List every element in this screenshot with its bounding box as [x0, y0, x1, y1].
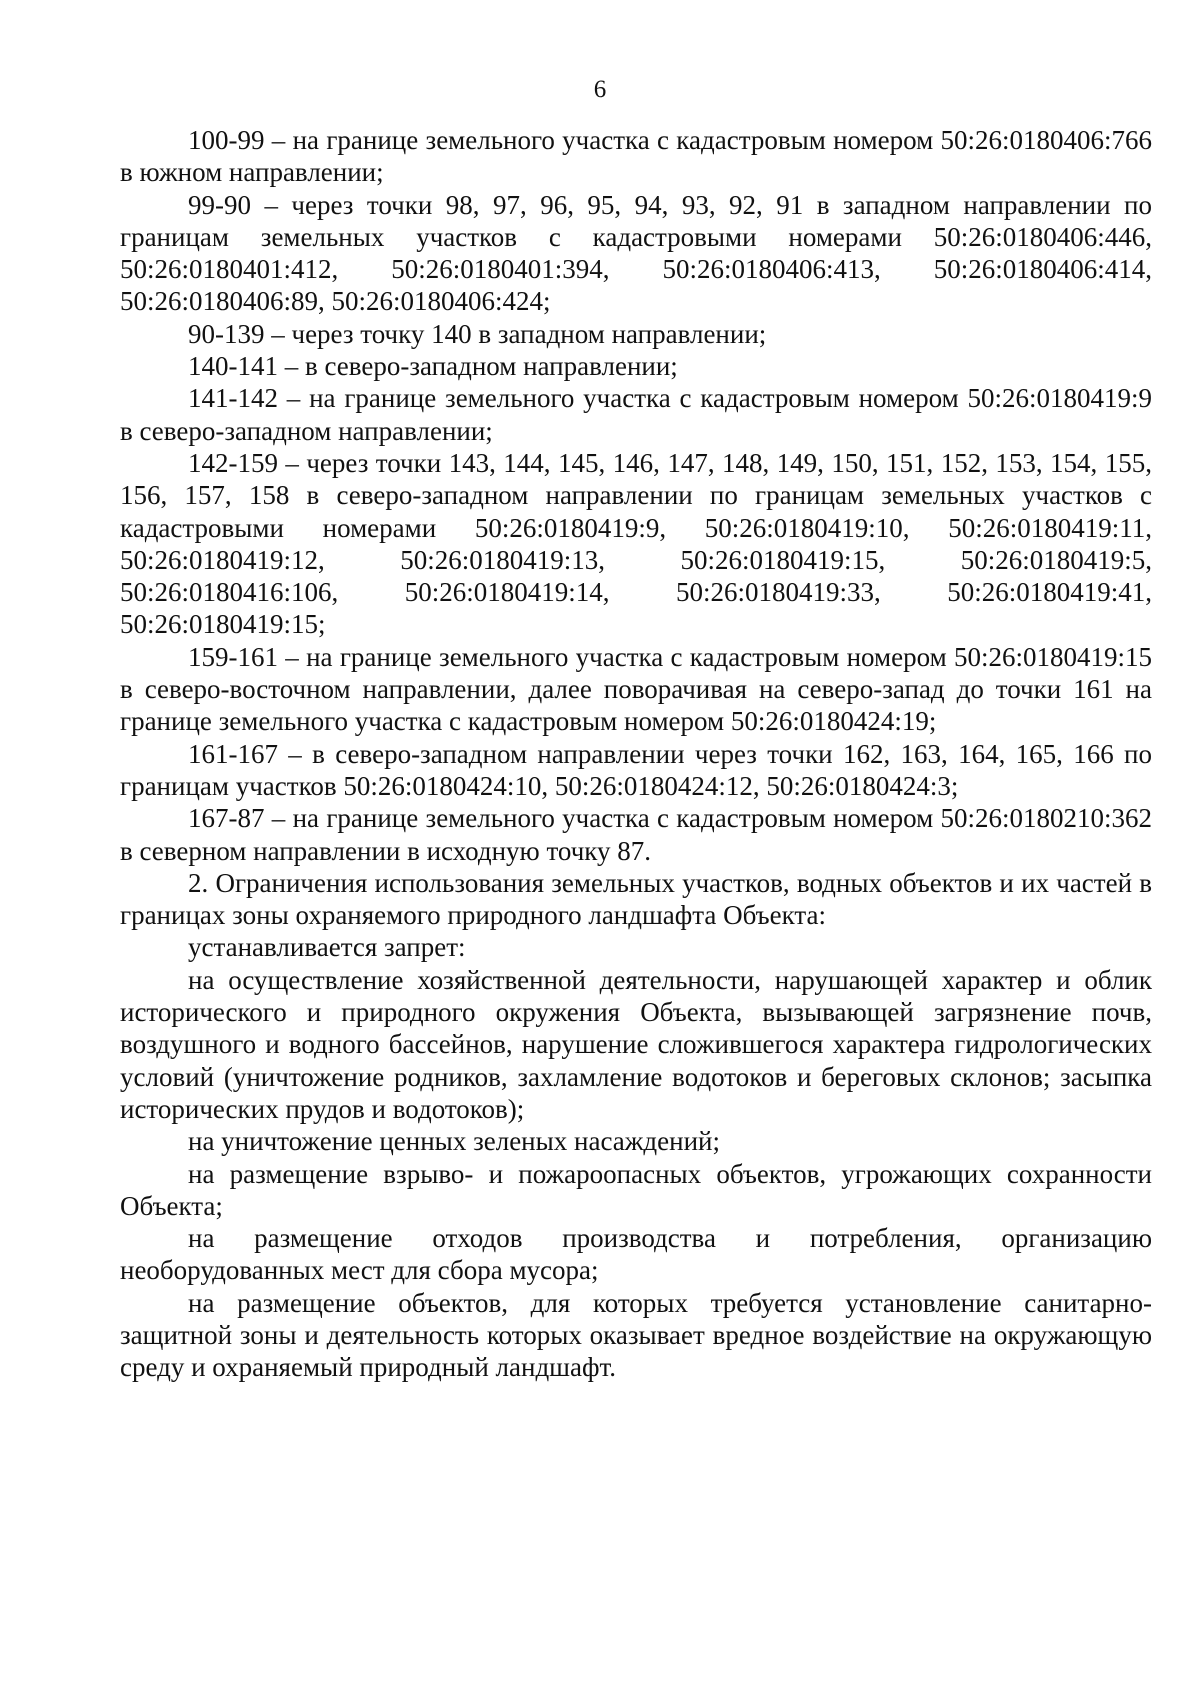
page-number: 6	[593, 76, 607, 103]
prohibition-green-spaces: на уничтожение ценных зеленых насаждений;	[188, 1126, 720, 1157]
section-2-heading: 2. Ограничения использования земельных участков, водных объектов и их частей в границах зоны охраняемого природного ландшафта Объекта:	[120, 867, 1152, 931]
prohibition-hazardous-objects: на размещение взрыво- и пожароопасных объектов, угрожающих сохранности Объекта;	[120, 1158, 1152, 1221]
boundary-167-87: 167-87 – на границе земельного участка с кадастровым номером 50:26:0180210:362 в северном направлении в исходную точку 87.	[120, 803, 1152, 866]
boundary-141-142: 141-142 – на границе земельного участка с кадастровым номером 50:26:0180419:9 в северо-западном направлении;	[120, 383, 1152, 446]
prohibition-waste: на размещение отходов производства и потребления, организацию необорудованных мест для сбора мусора;	[120, 1223, 1152, 1286]
boundary-90-139: 90-139 – через точку 140 в западном направлении;	[188, 318, 767, 349]
boundary-159-161: 159-161 – на границе земельного участка с кадастровым номером 50:26:0180419:15 в северо-восточном направлении, далее поворачивая на северо-запад до точки 161 на границе земельного участка с кадастровым номером 50:26:0180424:19;	[120, 641, 1152, 737]
document-body	[120, 124, 1152, 1384]
boundary-161-167: 161-167 – в северо-западном направлении через точки 162, 163, 164, 165, 166 по границам участков 50:26:0180424:10, 50:26:0180424:12, 50:26:0180424:3;	[120, 738, 1152, 801]
prohibition-economic-activity: на осуществление хозяйственной деятельности, нарушающей характер и облик исторического и природного окружения Объекта, вызывающей загрязнение почв, воздушного и водного бассейнов, нарушение сложившегося характера гидрологических условий (уничтожение родников, захламление водотоков и береговых склонов; засыпка исторических прудов и водотоков);	[120, 964, 1152, 1124]
prohibition-intro: устанавливается запрет:	[188, 932, 466, 963]
boundary-99-90: 99-90 – через точки 98, 97, 96, 95, 94, 93, 92, 91 в западном направлении по границам земельных участков с кадастровыми номерами 50:26:0180406:446, 50:26:0180401:412, 50:26:0180401:394, 50:26:0180406:413, 50:26:0180406:414, 50:26:0180406:89, 50:26:0180406:424;	[120, 189, 1152, 317]
boundary-142-159: 142-159 – через точки 143, 144, 145, 146, 147, 148, 149, 150, 151, 152, 153, 154, 155, 156, 157, 158 в северо-западном направлении по границам земельных участков с кадастровыми номерами 50:26:0180419:9, 50:26:0180419:10, 50:26:0180419:11, 50:26:0180419:12, 50:26:0180419:13, 50:26:0180419:15, 50:26:0180419:5, 50:26:0180416:106, 50:26:0180419:14, 50:26:0180419:33, 50:26:0180419:41, 50:26:0180419:15;	[120, 447, 1152, 640]
boundary-100-99: 100-99 – на границе земельного участка с кадастровым номером 50:26:0180406:766 в южном направлении;	[120, 125, 1152, 188]
boundary-140-141: 140-141 – в северо-западном направлении;	[188, 351, 678, 382]
prohibition-sanitary-zone-objects: на размещение объектов, для которых требуется установление санитарно-защитной зоны и деятельность которых оказывает вредное воздействие на окружающую среду и охраняемый природный ландшафт.	[120, 1287, 1152, 1383]
